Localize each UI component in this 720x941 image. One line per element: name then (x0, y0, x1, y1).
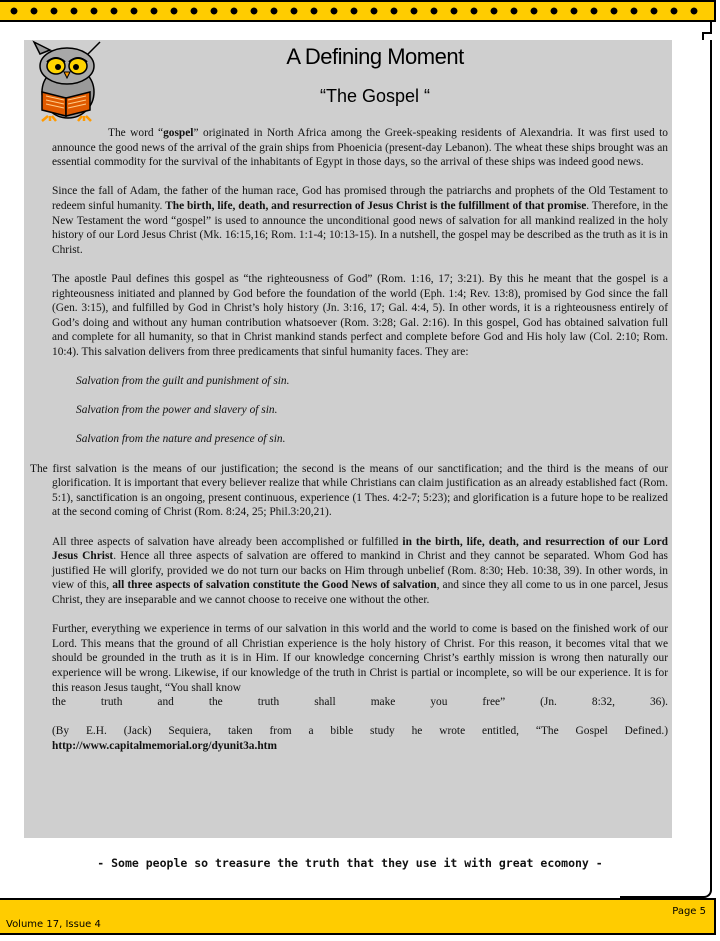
paragraph-aspects (52, 535, 668, 608)
closing-quote: - Some people so treasure the truth that they use it with great ecomony - (97, 856, 603, 870)
decorative-dots (10, 7, 710, 16)
source-url[interactable] (52, 739, 668, 754)
page-number: Page 5 (672, 906, 706, 917)
text-run: Since the fall of Adam, the father of the human race, God has promised through the patriarchs and prophets of the Old Testament to redeem sinful humanity. (52, 185, 668, 212)
paragraph-promise (52, 184, 668, 257)
paragraph-justification: The first salvation is the means of our justification; the second is the means of our sanctification; and the third is the means of our glorification. It is important that every believer realize that while Christians can claim justification as an already established fact (Rom. 5:1), sanctification is an ongoing, present continuous, experience (1 Thes. 4:2-7; 5:23); and glorification is a future hope to be realized at the second coming of Christ (Rom. 8:24, 25; Phil.3:20,21). (30, 462, 668, 519)
text-run: . Hence all three aspects of salvation are offered to mankind in Christ and they cannot be separated. Whom God has justified He will glorify, provided we do not turn our backs on Him through unbelief (Rom. 8:30; Heb. 10:38, 39). In other words, in view of this, (52, 550, 668, 592)
owl-reading-book-icon (28, 40, 106, 122)
list-item: Salvation from the power and slavery of sin. (76, 404, 278, 417)
list-item: Salvation from the nature and presence of sin. (76, 433, 286, 446)
text-run: All three aspects of salvation have already been accomplished or fulfilled (52, 535, 403, 548)
paragraph-experience-last-line: the truth and the truth shall make you free” (Jn. 8:32, 36). (52, 696, 668, 709)
text-run: ” originated in North Africa among the Greek-speaking residents of Alexandria. It was first used to announce the good news of the arrival of the grain ships from Phoenicia (present-day Lebanon). The wheat these ships brought was an essential commodity for the survival of the inhabitants of Egypt in those days, so the arrival of these ships was indeed good news. (52, 127, 668, 169)
top-dotted-banner (0, 0, 716, 22)
bold-emphasis: all three aspects of salvation constitute the Good News of salvation (112, 579, 437, 592)
paragraph-experience (52, 622, 668, 695)
text-run: . Therefore, in the New Testament the word “gospel” is used to announce the unconditional good news of salvation for all mankind realized in the holy history of our Lord Jesus Christ (Mk. 16:15,16; Rom. 1:1-4; 10:13-15). In a nutshell, the gospel may be described as the truth as it is in Christ. (52, 199, 668, 256)
footer-banner (0, 898, 716, 935)
article-body (30, 126, 669, 768)
volume-issue: Volume 17, Issue 4 (6, 919, 101, 930)
bold-term-gospel: gospel (163, 127, 194, 139)
paragraph-righteousness: The apostle Paul defines this gospel as “the righteousness of God” (Rom. 1:16, 17; 3:21). By this he meant that the gospel is a righteousness initiated and planned by God before the foundation of the world (Eph. 1:4; Rev. 13:8), promised by God since the fall (Gen. 3:15), and fulfilled by God in Christ’s holy history (Jn. 3:16, 17; Gal. 4:4, 5). In other words, it is a righteousness entirely of God’s doing and without any human contribution whatsoever (Rom. 3:28; Gal. 2:16). In this gospel, God has obtained salvation full and complete for all humanity, so that in Christ mankind stands perfect and complete before God and His holy law (Col. 2:10; Rom. 10:4). This salvation delivers from three predicaments that sinful humanity faces. They are: (52, 272, 668, 358)
bold-emphasis: in the birth, life, death, and resurrection of our Lord Jesus Christ (52, 535, 669, 563)
text-run: , and since they all come to us in one parcel, Jesus Christ, they are inseparable and we cannot choose to receive one without the other. (52, 579, 669, 606)
text-run: The word “ (108, 127, 164, 139)
text-run: Further, everything we experience in terms of our salvation in this world and the world to come is based on the finished work of our Lord. This means that the ground of all Christian experience is the holy history of Christ. For this reason, it becomes vital that we should be grounded in the truth as it is in Him. If our knowledge concerning Christ’s earthly mission is wrong then naturally our experience will be wrong. Likewise, if our knowledge of the truth in Christ is partial or incomplete, so will be our experience. It is for this reason Jesus taught, “You shall know (52, 623, 668, 694)
bold-emphasis: The birth, life, death, and resurrection of Jesus Christ is the fulfillment of that promise (165, 199, 587, 212)
list-item: Salvation from the guilt and punishment of sin. (76, 375, 290, 388)
page-subtitle: “The Gospel “ (319, 86, 431, 106)
source-link[interactable]: http://www.capitalmemorial.org/dyunit3a.htm (52, 739, 277, 752)
attribution: (By E.H. (Jack) Sequiera, taken from a bible study he wrote entitled, “The Gospel Defined.) (52, 725, 668, 738)
page-title: A Defining Moment (286, 44, 464, 69)
paragraph-origin (52, 126, 668, 170)
